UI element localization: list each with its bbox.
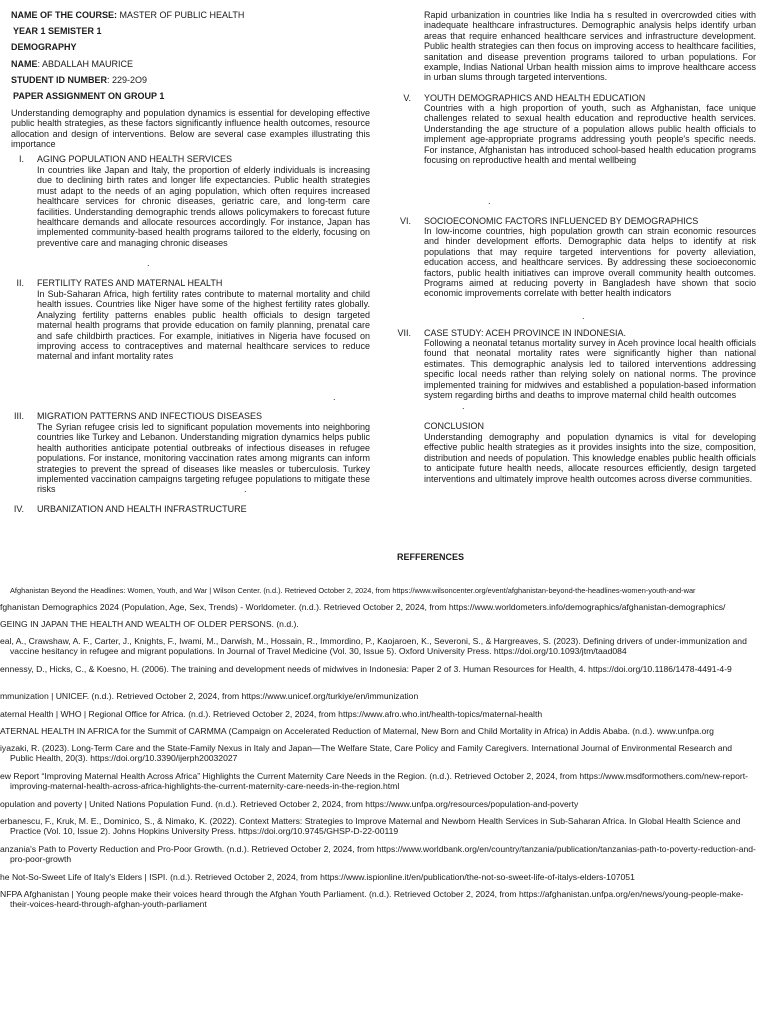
section-body: Understanding demography and population dynamics is vital for developing effective public health strategies as it provides insights into the size, composition, distribution and needs of population. This knowledge enables public health officials to anticipate future health needs, allocate resources efficiently, design targeted interventions and ultimately improve health outcomes across diverse communities.	[424, 432, 756, 484]
name-value: : ABDALLAH MAURICE	[37, 59, 134, 69]
reference-item: erbanescu, F., Kruk, M. E., Dominico, S., & Nimako, K. (2022). Context Matters: Strategies to Improve Maternal and Newborn Health Services in Sub-Saharan Africa. In Global Health Science and Practice (Vol. 10, Issue 2). Johns Hopkins University Press. https://doi.org/10.9745/GHSP-D-22-00119	[0, 816, 741, 837]
assignment-title: PAPER ASSIGNMENT ON GROUP 1	[13, 91, 165, 101]
section-number: I.	[18, 154, 24, 164]
section-title: CASE STUDY: ACEH PROVINCE IN INDONESIA.	[424, 328, 627, 338]
course-line	[11, 10, 244, 21]
section-number: V.	[403, 93, 411, 103]
section-number: II.	[16, 278, 24, 288]
section-number: VII.	[397, 328, 411, 338]
section-title: MIGRATION PATTERNS AND INFECTIOUS DISEASES	[37, 411, 263, 421]
reference-item: ATERNAL HEALTH IN AFRICA for the Summit of CARMMA (Campaign on Accelerated Reduction of Maternal, New Born and Child Mortality in Africa) in Addis Ababa. (n.d.). www.unfpa.org	[0, 726, 714, 736]
reference-item: opulation and poverty | United Nations Population Fund. (n.d.). Retrieved October 2, 2024, from https://www.unfpa.org/resources/population-and-poverty	[0, 799, 579, 809]
reference-item: he Not-So-Sweet Life of Italy's Elders | ISPI. (n.d.). Retrieved October 2, 2024, from https://www.ispionline.it/en/publication/the-not-so-sweet-life-of-italys-elders-107051	[0, 872, 635, 882]
section-title: CONCLUSION	[424, 421, 485, 431]
urbanization-body: Rapid urbanization in countries like India ha s resulted in overcrowded cities with inadequate healthcare infrastructures. Demographic analysis helps identify urban areas that require enhanced healthcare services and infrastructure development. Public health strategies can then focus on improving access to healthcare facilities, sanitation and disease prevention programs tailored to urban populations. For example, Indias National Urban health mission aims to improve healthcare access in urban slums through targeted interventions.	[424, 10, 756, 83]
section-title: YOUTH DEMOGRAPHICS AND HEALTH EDUCATION	[424, 93, 646, 103]
section-body: The Syrian refugee crisis led to significant population movements into neighboring countries like Turkey and Lebanon. Understanding migration dynamics helps public health authorities anticipate potential outbreaks of infectious diseases in refugee populations. For instance, monitoring vaccination rates among migrants can inform strategies to prevent the spread of diseases like measles or tuberculosis. Turkey implemented vaccination campaigns targeting refugee populations to mitigate these risks	[37, 422, 370, 495]
section-title: AGING POPULATION AND HEALTH SERVICES	[37, 154, 233, 164]
stray-dot: .	[582, 311, 585, 321]
section-body: In Sub-Saharan Africa, high fertility rates contribute to maternal mortality and child health issues. Countries like Niger have some of the highest fertility rates globally. Analyzing fertility patterns enables public health officials to design targeted maternal health programs that provide education on family planning, prenatal care and safe childbirth practices. For example, initiatives in Nigeria have focused on improving access to contraceptives and maternal healthcare services to reduce maternal and infant mortality rates	[37, 289, 370, 362]
reference-item: ennessy, D., Hicks, C., & Koesno, H. (2006). The training and development needs of midwives in Indonesia: Paper 2 of 3. Human Resources for Health, 4. https://doi.org/10.1186/1478-4491-4-9	[0, 664, 732, 674]
reference-item: eal, A., Crawshaw, A. F., Carter, J., Knights, F., Iwami, M., Darwish, M., Hossain, R., Immordino, P., Kaojaroen, K., Severoni, S., & Hargreaves, S. (2023). Defining drivers of under-immunization and vaccine hesitancy in refugee and migrant populations. In Journal of Travel Medicine (Vol. 30, Issue 5). Oxford University Press. https://doi.org/10.1093/jtm/taad084	[0, 636, 747, 657]
stray-dot: .	[244, 484, 247, 494]
reference-item: iyazaki, R. (2023). Long-Term Care and the State-Family Nexus in Italy and Japan—The Welfare State, Care Policy and Family Caregivers. International Journal of Environmental Research and Public Health, 20(3). https://doi.org/10.3390/ijerph20032027	[0, 743, 733, 764]
student-name-line	[11, 59, 133, 70]
section-number: III.	[13, 411, 24, 421]
student-id-label: STUDENT ID NUMBER	[11, 75, 107, 85]
student-id-value: : 229-2O9	[107, 75, 148, 85]
reference-item: mmunization | UNICEF. (n.d.). Retrieved October 2, 2024, from https://www.unicef.org/turkiye/en/immunization	[0, 691, 419, 701]
course-value: MASTER OF PUBLIC HEALTH	[119, 10, 245, 20]
reference-item: GEING IN JAPAN THE HEALTH AND WEALTH OF OLDER PERSONS. (n.d.).	[0, 619, 299, 629]
section-number: VI.	[399, 216, 411, 226]
section-title: FERTILITY RATES AND MATERNAL HEALTH	[37, 278, 223, 288]
reference-item: aternal Health | WHO | Regional Office for Africa. (n.d.). Retrieved October 2, 2024, from https://www.afro.who.int/health-topics/maternal-health	[0, 709, 543, 719]
section-body: In countries like Japan and Italy, the proportion of elderly individuals is increasing due to declining birth rates and longer life expectancies. Public health strategies must adapt to the needs of an aging population, which often requires increased healthcare services for chronic diseases, geriatric care, and long-term care facilities. Understanding demographic trends allows policymakers to forecast future healthcare demands and allocate resources accordingly. For instance, Japan has implemented community-based health programs tailored to the elderly, focusing on preventive care and managing chronic diseases	[37, 165, 370, 248]
year-semester: YEAR 1 SEMISTER 1	[13, 26, 102, 36]
stray-dot: .	[488, 196, 491, 206]
section-title: URBANIZATION AND HEALTH INFRASTRUCTURE	[37, 504, 247, 514]
subject-title: DEMOGRAPHY	[11, 42, 77, 52]
intro-paragraph: Understanding demography and population dynamics is essential for developing effective public health strategies, as these factors significantly influence health outcomes, resource allocation and design of interventions. Below are several case examples illustrating this importance	[11, 108, 370, 150]
reference-item: NFPA Afghanistan | Young people make their voices heard through the Afghan Youth Parliament. (n.d.). Retrieved October 2, 2024, from https://afghanistan.unfpa.org/en/news/young-people-make-their-voices-heard-through-afghan-youth-parliament	[0, 889, 744, 910]
section-body: Following a neonatal tetanus mortality survey in Aceh province local health officials found that neonatal mortality rates were significantly higher than national estimates. This demographic analysis led to tailored interventions addressing specific local needs rather than relying solely on national norms. The province implemented training for midwives and established a population-based information system regarding births and deaths to improve maternal child health outcomes	[424, 338, 756, 401]
stray-dot: .	[333, 392, 336, 402]
section-title: SOCIOECONOMIC FACTORS INFLUENCED BY DEMOGRAPHICS	[424, 216, 699, 226]
section-body: In low-income countries, high population growth can strain economic resources and hinder development efforts. Demographic data helps to identify at risk populations that may require targeted interventions for poverty alleviation, education access, and healthcare services. By addressing these socioeconomic factors, public health initiatives can improve overall community health outcomes. Programs aimed at reducing poverty in Bangladesh have shown that socio economic improvements correlate with better health indicators	[424, 226, 756, 299]
reference-item: Afghanistan Beyond the Headlines: Women, Youth, and War | Wilson Center. (n.d.). Retrieved October 2, 2024, from https://www.wilsoncenter.org/event/afghanistan-beyond-the-headlines-women-youth-and-war	[10, 586, 696, 595]
references-title: REFFERENCES	[397, 552, 465, 562]
stray-dot: .	[462, 401, 465, 411]
stray-dot: .	[147, 258, 150, 268]
reference-item: anzania's Path to Poverty Reduction and Pro-Poor Growth. (n.d.). Retrieved October 2, 2024, from https://www.worldbank.org/en/country/tanzania/publication/tanzanias-path-to-poverty-reduction-and-pro-poor-growth	[0, 844, 756, 865]
section-body: Countries with a high proportion of youth, such as Afghanistan, face unique challenges related to sexual health education and reproductive health services. Understanding the age structure of a population allows public health officials to implement age-appropriate programs addressing youth people's specific needs. For instance, Afghanistan has introduced school-based health education programs focusing on reproductive health and mental wellbeing	[424, 103, 756, 166]
student-id-line	[11, 75, 147, 86]
section-number: IV.	[13, 504, 24, 514]
name-label: NAME	[11, 59, 38, 69]
reference-item: ew Report “Improving Maternal Health Across Africa” Highlights the Current Maternity Care Needs in the Region. (n.d.). Retrieved October 2, 2024, from https://www.msdformothers.com/new-report-improving-maternal-health-across-africa-highlights-the-current-maternity-care-needs-in-the-region.html	[0, 771, 748, 792]
course-label: NAME OF THE COURSE:	[11, 10, 118, 20]
reference-item: fghanistan Demographics 2024 (Population, Age, Sex, Trends) - Worldometer. (n.d.). Retrieved October 2, 2024, from https://www.worldometers.info/demographics/afghanistan-demographics/	[0, 602, 726, 612]
